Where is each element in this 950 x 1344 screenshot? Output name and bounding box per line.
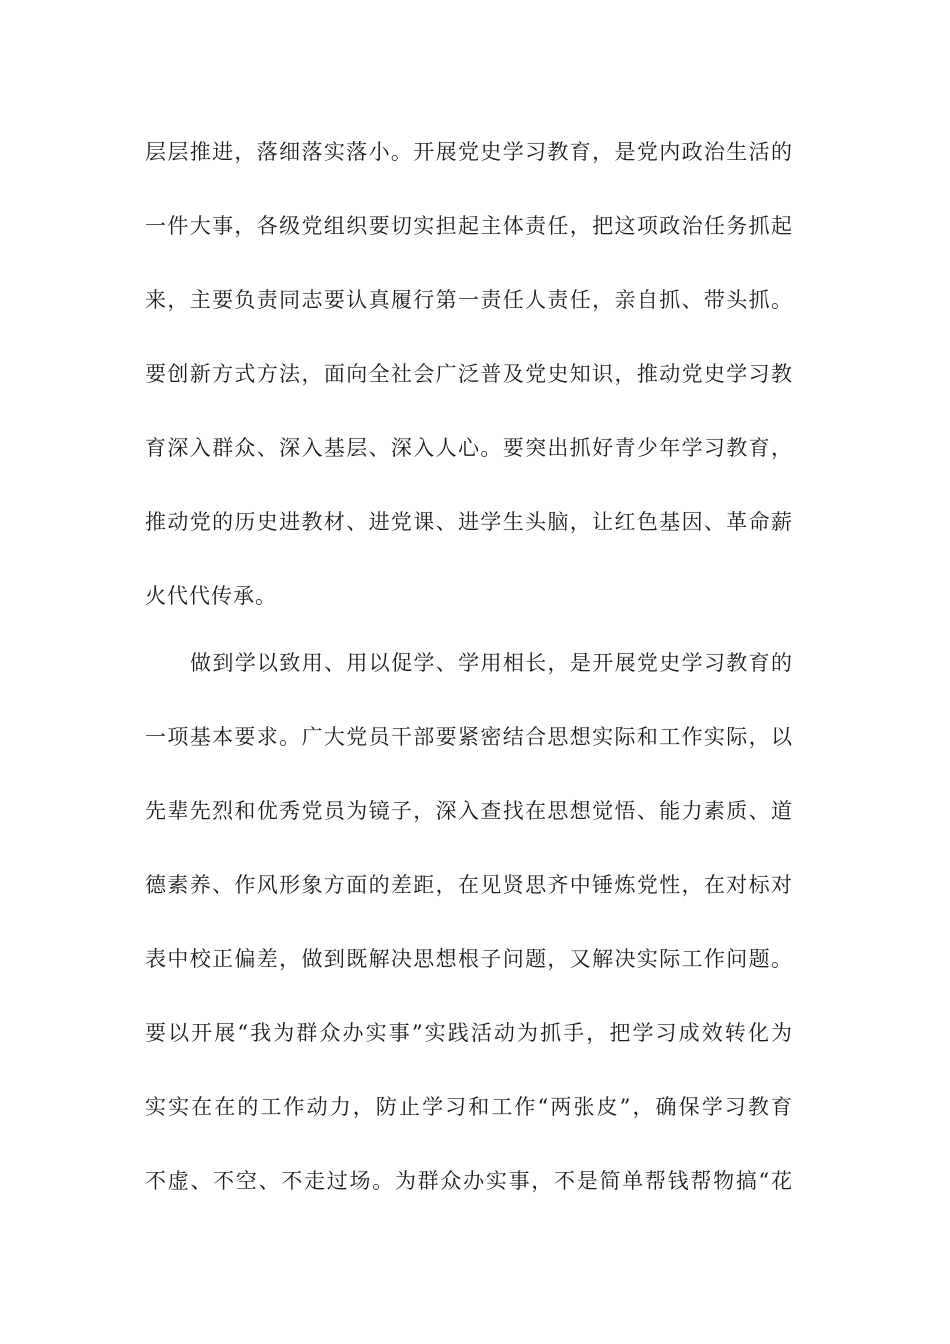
text-line: 一件大事，各级党组织要切实担起主体责任，把这项政治任务抓起 <box>145 214 793 238</box>
text-line: 德素养、作风形象方面的差距，在见贤思齐中锤炼党性，在对标对 <box>145 873 793 897</box>
text-line: 一项基本要求。广大党员干部要紧密结合思想实际和工作实际，以 <box>145 725 793 749</box>
text-line: 火代代传承。 <box>145 584 277 608</box>
text-line: 表中校正偏差，做到既解决思想根子问题，又解决实际工作问题。 <box>145 947 793 971</box>
text-line: 推动党的历史进教材、进党课、进学生头脑，让红色基因、革命薪 <box>145 510 793 534</box>
text-line: 实实在在的工作动力，防止学习和工作“两张皮”，确保学习教育 <box>145 1095 793 1119</box>
text-line: 要以开展“我为群众办实事”实践活动为抓手，把学习成效转化为 <box>145 1021 793 1045</box>
text-line: 层层推进，落细落实落小。开展党史学习教育，是党内政治生活的 <box>145 140 793 164</box>
text-line: 先辈先烈和优秀党员为镜子，深入查找在思想觉悟、能力素质、道 <box>145 799 793 823</box>
paragraph-first-line: 做到学以致用、用以促学、学用相长，是开展党史学习教育的 <box>190 651 793 675</box>
text-line: 育深入群众、深入基层、深入人心。要突出抓好青少年学习教育， <box>145 436 793 460</box>
text-line: 来，主要负责同志要认真履行第一责任人责任，亲自抓、带头抓。 <box>145 288 793 312</box>
text-line: 不虚、不空、不走过场。为群众办实事，不是简单帮钱帮物搞“花 <box>145 1169 793 1193</box>
text-line: 要创新方式方法，面向全社会广泛普及党史知识，推动党史学习教 <box>145 362 793 386</box>
